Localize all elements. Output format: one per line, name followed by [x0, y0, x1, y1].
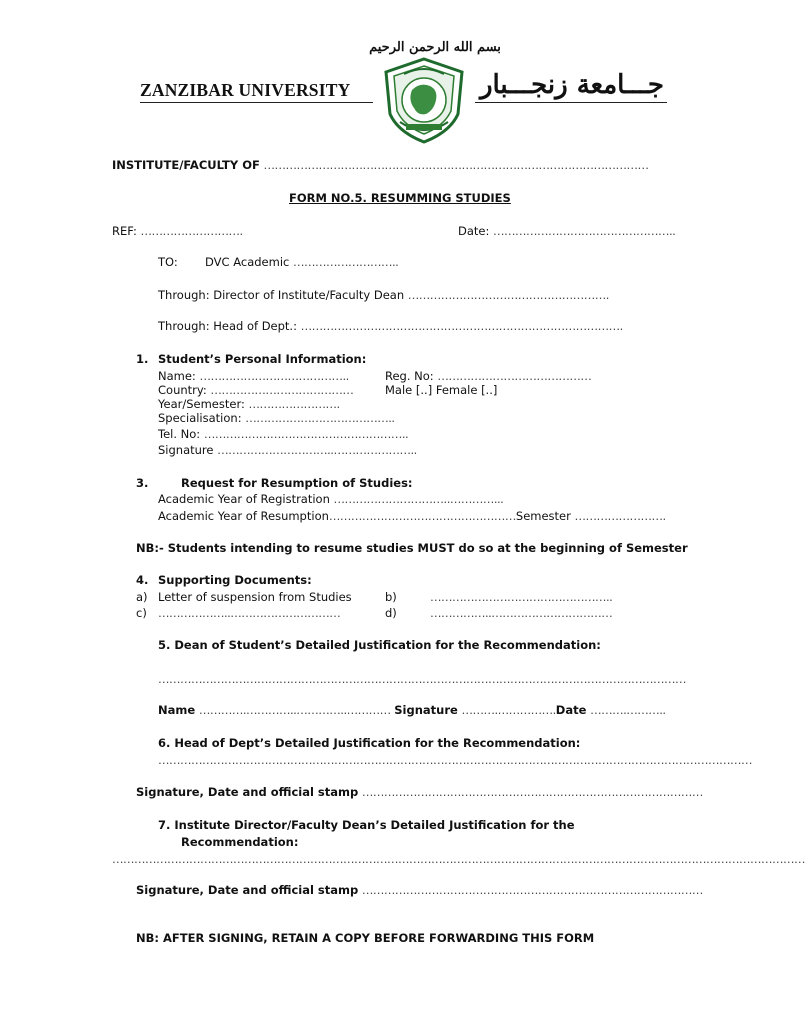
tel-no-line: [158, 427, 408, 441]
arabic-basmala: بسم الله الرحمن الرحيم: [369, 40, 501, 55]
specialisation-field[interactable]: …………………………………..: [245, 411, 395, 425]
ref-field[interactable]: ……………………….: [140, 224, 243, 238]
hod-justification-field[interactable]: ………………………………………………………………………………………………………………………………………………: [158, 753, 752, 767]
form-title: FORM NO.5. RESUMMING STUDIES: [289, 191, 511, 205]
title-underline-left: [140, 102, 373, 103]
dean-signature-field[interactable]: ……….…………….: [461, 703, 556, 717]
doc-d-field[interactable]: ……………..……………………………: [430, 606, 613, 620]
section5-title: 5. Dean of Student’s Detailed Justification for the Recommendation:: [158, 638, 601, 652]
director-signature-line: [136, 883, 703, 897]
gender-options[interactable]: Male [..] Female [..]: [385, 383, 498, 397]
name-line: [158, 369, 349, 383]
hod-signature-line: [136, 785, 703, 799]
doc-a-text: Letter of suspension from Studies: [158, 590, 352, 604]
doc-b-marker: b): [385, 590, 397, 604]
through-hod-label: Through: Head of Dept.:: [158, 319, 297, 333]
student-signature-field[interactable]: …………………………..…………………..: [217, 443, 417, 457]
dean-justification-field[interactable]: ………………………………………………………………………………………………………………………………: [158, 672, 686, 686]
year-semester-label: Year/Semester:: [158, 397, 245, 411]
nb-semester-note: NB:- Students intending to resume studies MUST do so at the beginning of Semester: [136, 541, 688, 555]
to-line: [205, 255, 398, 269]
ref-label: REF:: [112, 224, 137, 238]
institute-label: INSTITUTE/FACULTY OF: [112, 158, 260, 172]
country-line: [158, 383, 353, 397]
through-hod-line: [158, 319, 623, 333]
university-name-english: ZANZIBAR UNIVERSITY: [140, 80, 351, 100]
dean-date-field[interactable]: ……….………..: [590, 703, 666, 717]
section1-number: 1.: [136, 352, 149, 366]
section4-number: 4.: [136, 573, 149, 587]
to-label: TO:: [158, 255, 178, 269]
date-field[interactable]: …………………………………………..: [493, 224, 676, 238]
section1-title: Student’s Personal Information:: [158, 352, 367, 366]
to-field[interactable]: ………………………..: [293, 255, 399, 269]
nb-footer-note: NB: AFTER SIGNING, RETAIN A COPY BEFORE FORWARDING THIS FORM: [136, 931, 595, 945]
dean-name-label: Name: [158, 703, 196, 717]
director-signature-field[interactable]: …………………………………………………………………………………: [361, 883, 703, 897]
doc-c-field[interactable]: ………………..…………………………: [158, 606, 341, 620]
to-recipient: DVC Academic: [205, 255, 290, 269]
registration-year-field[interactable]: …………………………..…………...: [333, 492, 504, 506]
university-crest-logo: [382, 56, 466, 144]
dean-date-label: Date: [555, 703, 587, 717]
section6-title: 6. Head of Dept’s Detailed Justification for the Recommendation:: [158, 736, 581, 750]
resumption-year-line: [158, 509, 666, 523]
semester-field[interactable]: …………………….: [574, 509, 666, 523]
hod-signature-label: Signature, Date and official stamp: [136, 785, 359, 799]
reg-no-line: [385, 369, 591, 383]
tel-no-field[interactable]: ………………………………………………..: [203, 427, 409, 441]
through-director-field[interactable]: ……………………………………………….: [407, 288, 609, 302]
semester-label: Semester: [515, 509, 571, 523]
country-field[interactable]: …………………………………: [210, 383, 354, 397]
registration-year-line: [158, 492, 503, 506]
university-name-arabic: جـــامعة زنجـــبار: [479, 70, 664, 100]
through-director-label: Through: Director of Institute/Faculty Dean: [158, 288, 405, 302]
doc-d-marker: d): [385, 606, 397, 620]
student-signature-label: Signature: [158, 443, 214, 457]
section3-title: Request for Resumption of Studies:: [181, 476, 413, 490]
reg-no-field[interactable]: ……………………………………: [437, 369, 592, 383]
institute-dots[interactable]: ……………………………………………………………………………………………: [263, 158, 649, 172]
tel-no-label: Tel. No:: [158, 427, 201, 441]
date-label: Date:: [458, 224, 490, 238]
resumption-year-field[interactable]: ……………………………………………: [328, 509, 516, 523]
reg-no-label: Reg. No:: [385, 369, 434, 383]
country-label: Country:: [158, 383, 207, 397]
dean-signature-label: Signature: [394, 703, 458, 717]
name-field[interactable]: …………………………………..: [199, 369, 349, 383]
date-line: [458, 224, 675, 238]
doc-b-field[interactable]: …………………………………………..: [430, 590, 613, 604]
section7-title-line2: Recommendation:: [181, 835, 299, 849]
institute-line: [112, 158, 649, 172]
director-signature-label: Signature, Date and official stamp: [136, 883, 359, 897]
dean-name-line: [158, 703, 666, 717]
registration-year-label: Academic Year of Registration: [158, 492, 330, 506]
doc-c-marker: c): [136, 606, 147, 620]
doc-a-marker: a): [136, 590, 148, 604]
section7-title-line1: 7. Institute Director/Faculty Dean’s Detailed Justification for the: [158, 818, 575, 832]
director-justification-field[interactable]: ………………………………………………………………………………………………………………………………………………………………………: [112, 852, 805, 866]
resumption-year-label: Academic Year of Resumption: [158, 509, 329, 523]
name-label: Name:: [158, 369, 196, 383]
specialisation-label: Specialisation:: [158, 411, 242, 425]
specialisation-line: [158, 411, 395, 425]
through-hod-field[interactable]: …………………………………………………………………………….: [300, 319, 623, 333]
section4-title: Supporting Documents:: [158, 573, 312, 587]
title-underline-right: [475, 102, 667, 103]
hod-signature-field[interactable]: …………………………………………………………………………………: [361, 785, 703, 799]
ref-line: [112, 224, 243, 238]
through-director-line: [158, 288, 609, 302]
year-semester-line: [158, 397, 340, 411]
dean-name-field[interactable]: ………….…………..…………..…………: [198, 703, 391, 717]
year-semester-field[interactable]: …………………….: [248, 397, 340, 411]
student-signature-line: [158, 443, 417, 457]
section3-number: 3.: [136, 476, 149, 490]
